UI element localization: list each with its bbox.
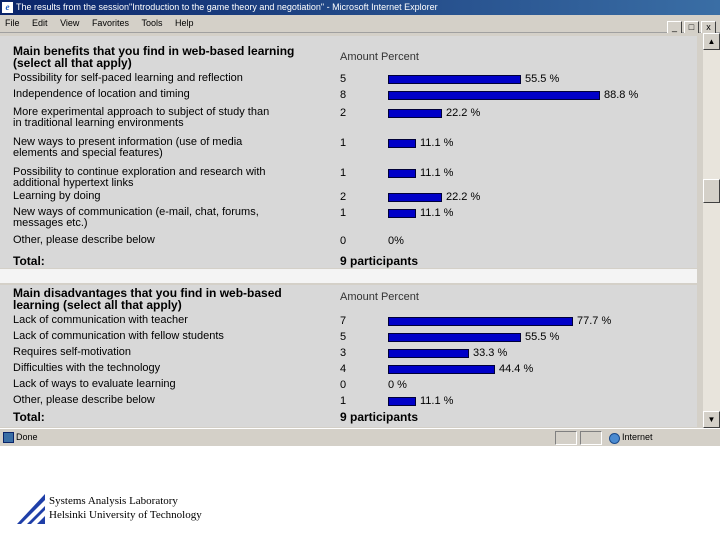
- option-amount: 1: [340, 167, 347, 179]
- security-zone-label: Internet: [622, 432, 653, 442]
- option-label: [13, 107, 338, 129]
- page-content: [0, 33, 703, 428]
- internet-zone-icon: [609, 433, 620, 444]
- menu-favorites[interactable]: Favorites: [91, 18, 129, 28]
- percentage-bar: [388, 349, 469, 358]
- minimize-button[interactable]: _: [667, 21, 682, 34]
- menu-bar: [0, 15, 720, 33]
- option-text-line1: Difficulties with the technology: [13, 362, 161, 374]
- option-text-line1: Other, please describe below: [13, 394, 155, 406]
- benefits-column-header: Amount Percent: [340, 51, 419, 63]
- option-label: [13, 137, 338, 159]
- percentage-bar: [388, 109, 442, 118]
- percentage-bar: [388, 209, 416, 218]
- percentage-bar: [388, 333, 521, 342]
- benefits-question-line1: Main benefits that you find in web-based learning: [13, 44, 295, 58]
- option-amount: 4: [340, 363, 347, 375]
- option-amount: 1: [340, 207, 347, 219]
- maximize-button[interactable]: □: [684, 21, 699, 34]
- benefits-section: [0, 36, 697, 268]
- percentage-bar: [388, 139, 416, 148]
- option-label: [13, 315, 338, 326]
- footer-lab-name: Systems Analysis Laboratory: [49, 495, 178, 507]
- option-label: [13, 347, 338, 358]
- status-text: Done: [16, 432, 38, 442]
- option-label: [13, 363, 338, 374]
- option-text-line1: Independence of location and timing: [13, 88, 190, 100]
- option-amount: 8: [340, 89, 347, 101]
- percentage-bar: [388, 91, 600, 100]
- option-percent: 22.2 %: [446, 107, 481, 119]
- option-label: [13, 331, 338, 342]
- option-label: [13, 191, 338, 202]
- benefits-question: [13, 45, 294, 69]
- scroll-up-arrow-icon[interactable]: ▲: [703, 33, 720, 50]
- status-bar: [0, 428, 720, 446]
- disadvantages-column-header: Amount Percent: [340, 291, 419, 303]
- scrollbar-thumb[interactable]: [703, 179, 720, 203]
- option-percent: 11.1 %: [420, 207, 454, 219]
- option-text-line1: New ways of communication (e-mail, chat, forums,: [13, 206, 259, 218]
- option-percent: 11.1 %: [420, 137, 454, 149]
- option-amount: 5: [340, 331, 347, 343]
- menu-tools[interactable]: Tools: [141, 18, 163, 28]
- option-percent: 44.4 %: [499, 363, 534, 375]
- status-panel: [580, 431, 602, 445]
- status-panel: [555, 431, 577, 445]
- hut-logo-icon: [15, 486, 47, 526]
- option-text-line1: Requires self-motivation: [13, 346, 131, 358]
- option-label: [13, 395, 338, 406]
- option-amount: 5: [340, 73, 347, 85]
- option-text-line1: Possibility for self-paced learning and reflection: [13, 72, 243, 84]
- menu-edit[interactable]: Edit: [32, 18, 48, 28]
- option-label: [13, 167, 338, 189]
- benefits-question-line2: (select all that apply): [13, 56, 132, 70]
- percentage-bar: [388, 169, 416, 178]
- menu-help[interactable]: Help: [175, 18, 194, 28]
- option-label: [13, 235, 338, 246]
- disadvantages-total-label: Total:: [13, 410, 45, 424]
- percentage-bar: [388, 365, 495, 374]
- option-percent: 22.2 %: [446, 191, 481, 203]
- benefits-total-label: Total:: [13, 254, 45, 268]
- option-text-line1: Learning by doing: [13, 190, 101, 202]
- disadvantages-question-line2: learning (select all that apply): [13, 298, 182, 312]
- scroll-down-arrow-icon[interactable]: ▼: [703, 411, 720, 428]
- option-text-line2: additional hypertext links: [13, 177, 134, 189]
- window-controls: [665, 17, 716, 30]
- option-percent: 0 %: [388, 379, 407, 391]
- section-divider: [0, 269, 697, 283]
- disadvantages-question: [13, 287, 282, 311]
- disadvantages-question-line1: Main disadvantages that you find in web-based: [13, 286, 282, 300]
- option-text-line1: Possibility to continue exploration and research with: [13, 166, 266, 178]
- option-text-line1: Lack of communication with teacher: [13, 314, 188, 326]
- menu-file[interactable]: File: [5, 18, 20, 28]
- close-button[interactable]: x: [701, 21, 716, 34]
- option-percent: 55.5 %: [525, 73, 560, 85]
- option-percent: 88.8 %: [604, 89, 639, 101]
- option-percent: 11.1 %: [420, 167, 454, 179]
- option-text-line1: Other, please describe below: [13, 234, 155, 246]
- option-text-line2: messages etc.): [13, 217, 88, 229]
- disadvantages-total-value: 9 participants: [340, 410, 419, 424]
- option-amount: 0: [340, 235, 347, 247]
- option-text-line2: elements and special features): [13, 147, 163, 159]
- option-text-line1: New ways to present information (use of media: [13, 136, 243, 148]
- option-amount: 3: [340, 347, 347, 359]
- option-amount: 1: [340, 137, 347, 149]
- option-text-line1: Lack of communication with fellow students: [13, 330, 224, 342]
- internet-explorer-icon: e: [2, 2, 13, 13]
- percentage-bar: [388, 397, 416, 406]
- option-label: [13, 73, 338, 84]
- option-label: [13, 207, 338, 229]
- option-percent: 77.7 %: [577, 315, 612, 327]
- option-amount: 2: [340, 191, 347, 203]
- option-text-line1: Lack of ways to evaluate learning: [13, 378, 176, 390]
- option-amount: 2: [340, 107, 347, 119]
- vertical-scrollbar[interactable]: [703, 33, 720, 428]
- option-amount: 7: [340, 315, 347, 327]
- option-percent: 55.5 %: [525, 331, 560, 343]
- window-title: The results from the session"Introduction to the game theory and negotiation" - Microsoft Internet Explorer: [16, 2, 438, 12]
- option-text-line1: More experimental approach to subject of study than: [13, 106, 270, 118]
- option-label: [13, 89, 338, 100]
- percentage-bar: [388, 75, 521, 84]
- title-bar: [0, 0, 720, 15]
- option-amount: 0: [340, 379, 347, 391]
- percentage-bar: [388, 317, 573, 326]
- footer-university-name: Helsinki University of Technology: [49, 509, 202, 521]
- option-percent: 11.1 %: [420, 395, 454, 407]
- option-percent: 33.3 %: [473, 347, 508, 359]
- option-text-line2: in traditional learning environments: [13, 117, 184, 129]
- benefits-total-value: 9 participants: [340, 254, 419, 268]
- menu-view[interactable]: View: [60, 18, 80, 28]
- page-done-icon: [3, 432, 14, 443]
- option-label: [13, 379, 338, 390]
- percentage-bar: [388, 193, 442, 202]
- option-amount: 1: [340, 395, 347, 407]
- option-percent: 0%: [388, 235, 404, 247]
- disadvantages-section: [0, 285, 697, 427]
